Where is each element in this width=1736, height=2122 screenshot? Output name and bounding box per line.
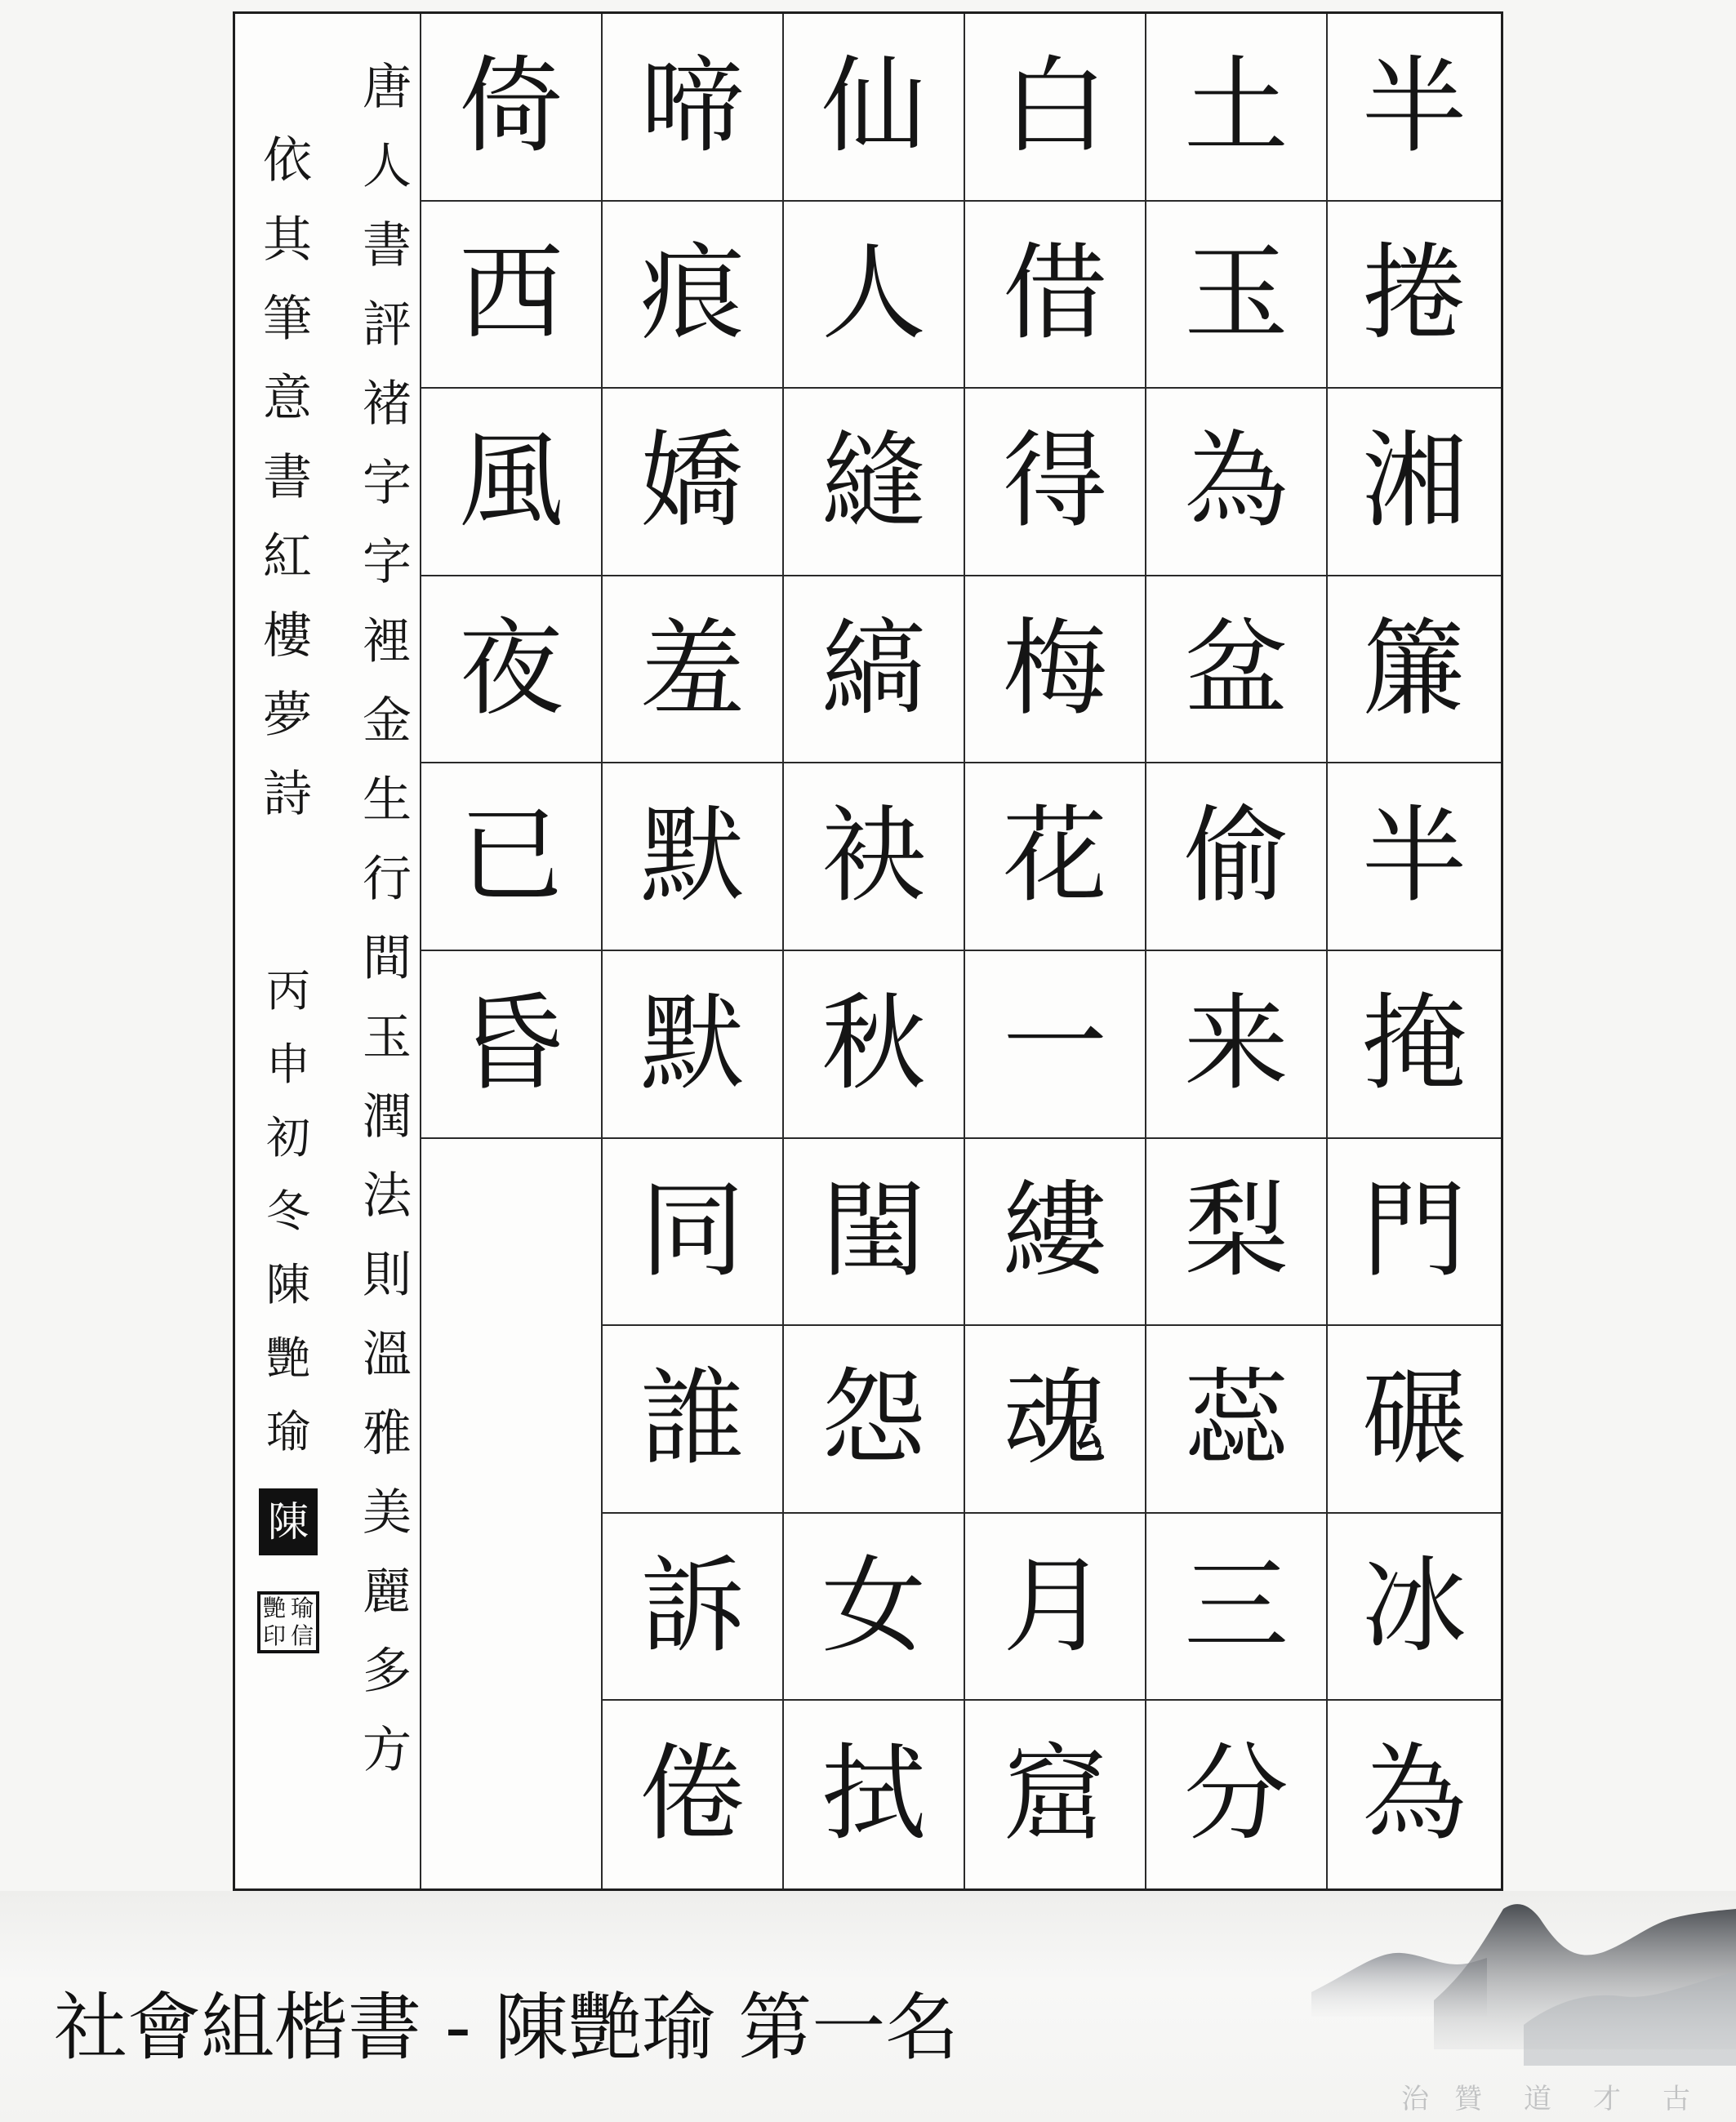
inscription-char: 樓 xyxy=(263,607,312,665)
grid-cell: 痕 xyxy=(603,202,782,389)
grid-column-2 xyxy=(1145,14,1326,1888)
inscription-char: 間 xyxy=(363,930,412,987)
grid-cell: 白 xyxy=(965,14,1145,202)
inscription-char: 瑜 xyxy=(266,1406,310,1457)
grid-cell: 為 xyxy=(1146,389,1326,576)
inscription-char: 丙 xyxy=(266,965,310,1017)
seal-char: 信 xyxy=(290,1622,314,1649)
svg-text:治: 治 xyxy=(1401,2083,1429,2115)
grid-cell: 窟 xyxy=(1002,1733,1107,1856)
inscription-char: 金 xyxy=(363,692,412,750)
inscription-char: 字 xyxy=(363,534,412,591)
inscription-column-3 xyxy=(260,14,317,1888)
seal-char: 印 xyxy=(262,1622,286,1649)
grid-cell: 仙 xyxy=(784,14,964,202)
grid-cell: 半 xyxy=(1328,763,1501,951)
grid-cell: 啼 xyxy=(603,14,782,202)
grid-cell: 默 xyxy=(603,951,782,1139)
grid-column-3 xyxy=(964,14,1145,1888)
inscription-char: 麗 xyxy=(363,1564,412,1621)
inscription-char: 書 xyxy=(363,217,412,274)
inscription-char: 褚 xyxy=(363,376,412,433)
grid-column-4 xyxy=(782,14,964,1888)
square-seal xyxy=(257,1591,319,1653)
grid-cell: 門 xyxy=(1328,1139,1501,1327)
grid-cell: 縫 xyxy=(784,389,964,576)
inscription-char: 詩 xyxy=(263,766,312,823)
grid-cell: 梨 xyxy=(1146,1139,1326,1327)
inscription-char: 夢 xyxy=(263,687,312,744)
inscription-char: 潤 xyxy=(363,1088,412,1146)
grid-cell: 得 xyxy=(965,389,1145,576)
grid-cell: 人 xyxy=(784,202,964,389)
grid-cell: 来 xyxy=(1146,951,1326,1139)
inscription-char: 筆 xyxy=(263,291,312,348)
grid-cell: 縷 xyxy=(965,1139,1145,1327)
grid-cell: 掩 xyxy=(1328,951,1501,1139)
inscription-char: 唐 xyxy=(363,59,412,116)
inscription-char: 申 xyxy=(266,1039,310,1090)
grid-cell: 分 xyxy=(1183,1733,1289,1856)
award-caption: 社會組楷書 - 陳艷瑜 第一名 xyxy=(54,1985,959,2071)
grid-cell: 已 xyxy=(421,763,601,951)
grid-cell: 女 xyxy=(784,1514,964,1702)
grid-cell: 借 xyxy=(965,202,1145,389)
grid-cell: 縞 xyxy=(784,576,964,764)
grid-cell: 簾 xyxy=(1328,576,1501,764)
inscription-char: 行 xyxy=(363,851,412,908)
name-seal xyxy=(259,1488,318,1555)
inscription-char: 陳 xyxy=(266,1259,310,1310)
grid-cell: 默 xyxy=(603,763,782,951)
grid-cell: 夜 xyxy=(421,576,601,764)
inscription-char: 依 xyxy=(263,132,312,189)
svg-text:才: 才 xyxy=(1593,2083,1621,2115)
seal-char: 艷 xyxy=(262,1595,286,1622)
grid-cell: 同 xyxy=(603,1139,782,1327)
grid-cell: 嬌 xyxy=(603,389,782,576)
inscription-char: 初 xyxy=(266,1112,310,1163)
inscription-char: 則 xyxy=(363,1247,412,1304)
grid-cell: 西 xyxy=(421,202,601,389)
grid-column-6 xyxy=(420,14,601,1888)
grid-cell: 風 xyxy=(421,389,601,576)
grid-cell: 月 xyxy=(965,1514,1145,1702)
grid-cell: 誰 xyxy=(603,1326,782,1514)
inscription-char: 艷 xyxy=(266,1332,310,1384)
grid-cell: 一 xyxy=(965,951,1145,1139)
seal-char: 陳 xyxy=(268,1498,309,1546)
grid-cell: 倦 xyxy=(639,1733,745,1856)
svg-text:古: 古 xyxy=(1663,2083,1690,2115)
inscription-char: 評 xyxy=(363,296,412,354)
grid-column-1 xyxy=(1326,14,1501,1888)
inscription-char: 字 xyxy=(363,455,412,512)
grid-cell: 盆 xyxy=(1146,576,1326,764)
grid-column-5 xyxy=(601,14,782,1888)
grid-cell: 羞 xyxy=(603,576,782,764)
inscription-char: 生 xyxy=(363,772,412,829)
grid-cell: 冰 xyxy=(1328,1514,1501,1702)
grid-cell: 半 xyxy=(1328,14,1501,202)
inscription-char: 其 xyxy=(263,211,312,269)
grid-cell: 袂 xyxy=(784,763,964,951)
grid-cell: 秋 xyxy=(784,951,964,1139)
inscription-char: 書 xyxy=(263,449,312,506)
inscription-char: 裡 xyxy=(363,613,412,670)
grid-cell: 湘 xyxy=(1328,389,1501,576)
svg-text:贊: 贊 xyxy=(1454,2083,1482,2115)
grid-cell: 怨 xyxy=(784,1326,964,1514)
inscription-char: 意 xyxy=(263,370,312,427)
svg-text:道: 道 xyxy=(1524,2083,1551,2115)
inscription-char: 人 xyxy=(363,138,412,195)
grid-cell: 偷 xyxy=(1146,763,1326,951)
inscription-char: 紅 xyxy=(263,528,312,585)
grid-cell: 土 xyxy=(1146,14,1326,202)
grid-cell: 碾 xyxy=(1328,1326,1501,1514)
inscription-char: 冬 xyxy=(266,1186,310,1237)
grid-cell: 魂 xyxy=(965,1326,1145,1514)
calligraphy-sheet xyxy=(233,11,1503,1891)
inscription-char: 雅 xyxy=(363,1405,412,1462)
seal-char: 瑜 xyxy=(290,1595,314,1622)
inscription-char: 多 xyxy=(363,1643,412,1700)
grid-cell: 三 xyxy=(1146,1514,1326,1702)
grid-cell: 訴 xyxy=(603,1514,782,1702)
inscription-char: 玉 xyxy=(363,1009,412,1066)
grid-cell: 倚 xyxy=(421,14,601,202)
grid-cell: 梅 xyxy=(965,576,1145,764)
ink-mountain-decoration xyxy=(1279,1894,1736,2122)
grid-cell: 拭 xyxy=(821,1733,926,1856)
inscription-char: 溫 xyxy=(363,1326,412,1383)
grid-cell: 為 xyxy=(1361,1733,1467,1856)
grid-cell: 蕊 xyxy=(1146,1326,1326,1514)
grid-cell: 花 xyxy=(965,763,1145,951)
inscription-char: 美 xyxy=(363,1484,412,1541)
grid-cell: 昏 xyxy=(421,951,601,1139)
inscription-char: 法 xyxy=(363,1168,412,1225)
inscription-column-1 xyxy=(358,14,416,1888)
grid-cell: 玉 xyxy=(1146,202,1326,389)
inscription-char: 方 xyxy=(363,1722,412,1779)
grid-cell: 捲 xyxy=(1328,202,1501,389)
grid-cell: 閨 xyxy=(784,1139,964,1327)
